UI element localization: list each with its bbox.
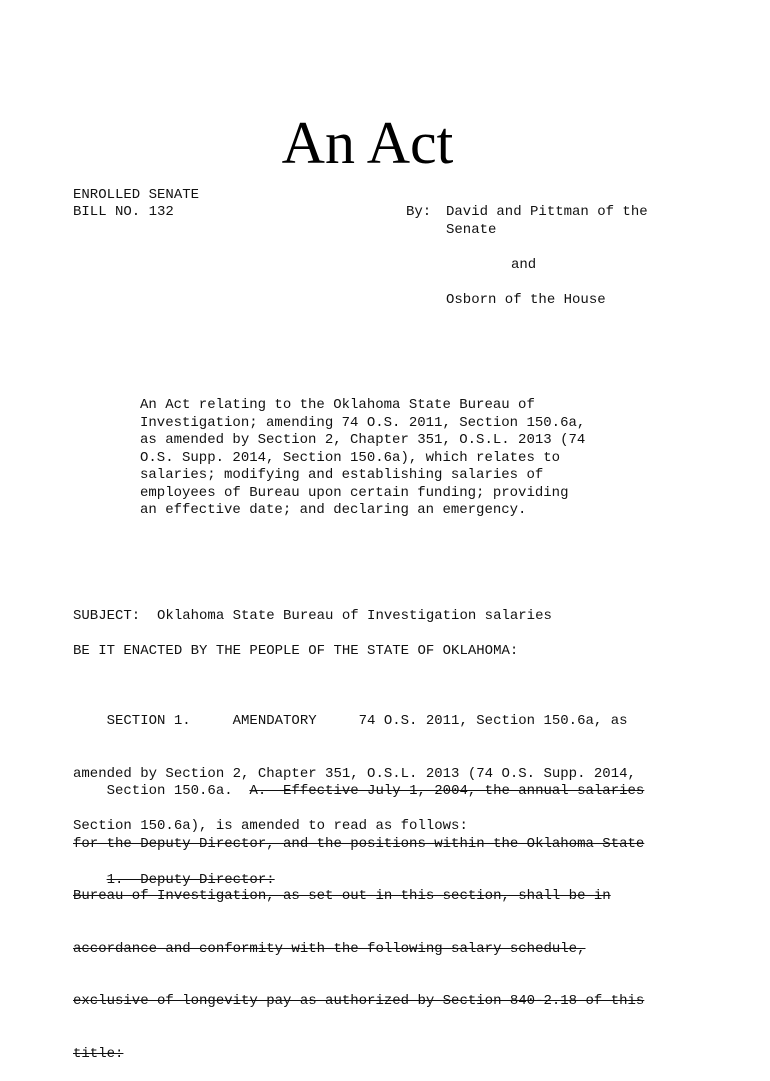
item-indent	[73, 872, 107, 888]
item-1-line	[73, 872, 275, 890]
act-summary	[140, 397, 610, 520]
bill-label: ENROLLED SENATE	[73, 187, 200, 203]
struck-text: title:	[73, 1045, 124, 1062]
struck-text: for the Deputy Director, and the positions within the Oklahoma State	[73, 835, 645, 852]
bill-number: BILL NO. 132	[73, 204, 174, 220]
struck-text: exclusive of longevity pay as authorized by Section 840-2.18 of this	[73, 993, 645, 1009]
house-sponsors: Osborn of the House	[446, 292, 606, 308]
summary-line: Investigation; amending 74 O.S. 2011, Section 150.6a,	[140, 414, 586, 431]
summary-line: employees of Bureau upon certain funding; providing	[140, 484, 569, 501]
enacting-clause: BE IT ENACTED BY THE PEOPLE OF THE STATE OF OKLAHOMA:	[73, 643, 519, 659]
summary-line: salaries; modifying and establishing salaries of	[140, 467, 544, 483]
section-1-line: amended by Section 2, Chapter 351, O.S.L. 2013 (74 O.S. Supp. 2014,	[73, 765, 636, 782]
act-title: An Act	[281, 110, 454, 176]
summary-line: an effective date; and declaring an emergency.	[140, 502, 527, 518]
subject-line: SUBJECT: Oklahoma State Bureau of Investigation salaries	[73, 608, 552, 624]
and-label: and	[511, 257, 537, 273]
section-150-first-line	[73, 783, 644, 801]
summary-line: O.S. Supp. 2014, Section 150.6a), which relates to	[140, 449, 561, 466]
summary-line: as amended by Section 2, Chapter 351, O.S.L. 2013 (74	[140, 432, 586, 448]
section-1-line: Section 150.6a), is amended to read as follows:	[73, 818, 468, 834]
section-1-line: SECTION 1. AMENDATORY 74 O.S. 2011, Section 150.6a, as	[73, 713, 628, 729]
by-label: By:	[406, 204, 432, 220]
struck-text: 1. Deputy Director:	[106, 872, 275, 888]
section-150-lead: Section 150.6a.	[73, 783, 250, 799]
section-150-6a-text	[73, 748, 644, 1081]
struck-text: A. Effective July 1, 2004, the annual salaries	[249, 783, 645, 799]
senate-label: Senate	[446, 222, 497, 238]
senate-sponsors: David and Pittman of the	[446, 204, 648, 220]
struck-text: Bureau of Investigation, as set out in this section, shall be in	[73, 888, 611, 904]
summary-line: An Act relating to the Oklahoma State Bureau of	[140, 397, 535, 413]
struck-text: accordance and conformity with the following salary schedule,	[73, 940, 586, 957]
